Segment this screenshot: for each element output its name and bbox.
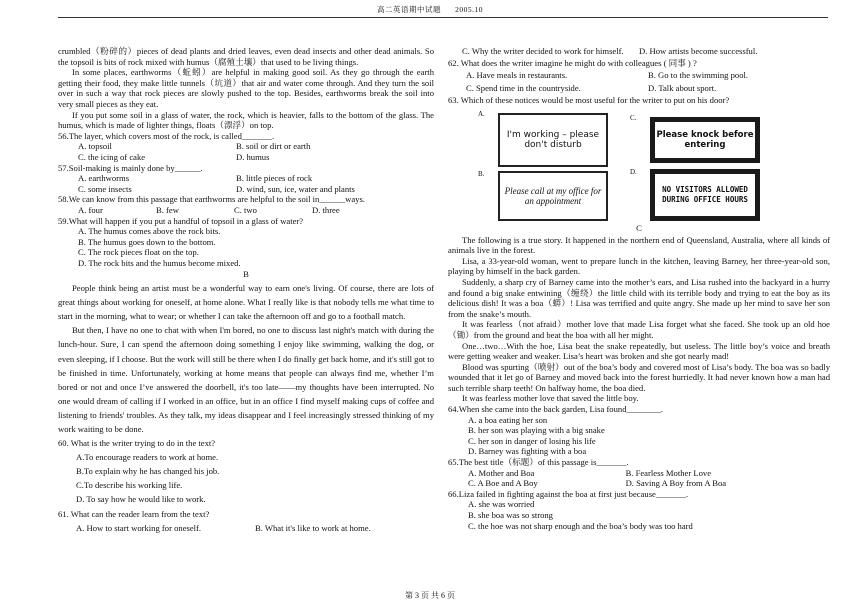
page-number: 第 3 页 共 6 页 bbox=[405, 591, 455, 600]
option-a: A.To encourage readers to work at home. bbox=[76, 452, 219, 463]
question-59 bbox=[58, 216, 434, 269]
question-63-stem: 63. Which of these notices would be most useful for the writer to put on his door? bbox=[448, 95, 730, 106]
page-header bbox=[0, 4, 860, 15]
notice-label-a: A. bbox=[478, 109, 485, 118]
option-c: C.To describe his working life. bbox=[76, 480, 183, 491]
question-stem: 57.Soil-making is mainly done by______. bbox=[58, 162, 203, 173]
option-c: C. The rock pieces float on the top. bbox=[78, 247, 199, 258]
passage-a-para: In some places, earthworms（蚯蚓）are helpful in making good soil. As they go through the earth getting their food, they make little tunnels（坑道）that air and water come through. And they turn the soil over in such a way that rock pieces are slowly pushed to the top. Besides, earthworms break the soil into very small pieces as they eat. bbox=[58, 67, 434, 109]
passage-b-para: But then, I have no one to chat with when I'm bored, no one to discuss last night's match with during the lunch-hour. Sure, I can spend the afternoon doing something I enjoy like swimming, walking the dog, or even sleeping, if I choose. But the work will still be there when I do finally get back home, and it's still got to be finished in time. Unfortunately, working at home means that people can always find me, whether I’m bored or not and once I’ve answered the doorbell, it's too late——my thoughts have been interrupted. No one would dream of calling if I worked in an office, but in an office I find myself making cups of coffee and listening to friends' troubles. As they talk, my ideas disappear and I feel increasingly stressed thinking of my work waiting to be done. bbox=[58, 325, 434, 434]
question-stem: 56.The layer, which covers most of the rock, is called_______. bbox=[58, 130, 275, 141]
option-d: D. The rock bits and the humus become mixed. bbox=[78, 257, 241, 268]
question-stem: 59.What will happen if you put a handful of topsoil in a glass of water? bbox=[58, 215, 304, 226]
option-b: B. soil or dirt or earth bbox=[236, 141, 311, 152]
passage-c-para: It was fearless mother love that saved the little boy. bbox=[462, 393, 639, 404]
notice-a-text: I'm working – please don't disturb bbox=[506, 129, 600, 150]
section-b-heading: B bbox=[243, 269, 249, 280]
notice-b bbox=[498, 171, 608, 221]
notice-label-b: B. bbox=[478, 169, 485, 178]
notice-d-text: NO VISITORS ALLOWED DURING OFFICE HOURS bbox=[655, 174, 755, 216]
passage-c-para: The following is a true story. It happened in the northern end of Queensland, Australia, where all kinds of animals live in the forest. bbox=[448, 234, 830, 256]
question-61-continued bbox=[448, 46, 830, 57]
option-b: B. her son was playing with a big snake bbox=[468, 425, 605, 436]
option-a: A. How to start working for oneself. bbox=[76, 522, 202, 533]
question-stem: 61. What can the reader learn from the text? bbox=[58, 508, 210, 519]
passage-c-para: Blood was spurting（喷射）out of the boa’s body and covered most of Lisa’s body. The boa was so badly wounded that it let go of Barney and moved back into the forest hurriedly. It had never known how a man had such terrible sharp teeth! On halfway home, the boa died. bbox=[448, 361, 830, 393]
option-a: A. earthworms bbox=[78, 173, 130, 184]
option-b: B. The humus goes down to the bottom. bbox=[78, 236, 216, 247]
option-d: D. How artists become successful. bbox=[639, 46, 758, 56]
question-64 bbox=[448, 404, 830, 457]
question-57 bbox=[58, 163, 434, 195]
question-stem: 64.When she came into the back garden, Lisa found________. bbox=[448, 404, 664, 415]
option-b: B. she boa was so strong bbox=[468, 510, 553, 520]
option-c: C. her son in danger of losing his life bbox=[468, 435, 596, 446]
option-a: A. a boa eating her son bbox=[468, 414, 548, 425]
exam-date: 2005.10 bbox=[455, 5, 483, 14]
section-c-heading: C bbox=[636, 222, 642, 233]
notice-label-d: D. bbox=[630, 167, 637, 176]
notice-d bbox=[650, 169, 760, 221]
exam-title: 高二英语期中试题 bbox=[377, 5, 442, 14]
option-c: C. some insects bbox=[78, 183, 132, 194]
passage-a-para: If you put some soil in a glass of water, the rock, which is heavier, falls to the bottom of the glass. The humus, which is made of lighter things, floats（漂浮）on top. bbox=[58, 109, 434, 131]
page-footer bbox=[0, 590, 860, 601]
question-61 bbox=[58, 507, 434, 535]
header-rule bbox=[58, 17, 828, 18]
question-60 bbox=[58, 436, 434, 506]
option-b: B. few bbox=[156, 204, 179, 215]
option-d: D. Talk about sport. bbox=[648, 82, 717, 93]
passage-c-para: Lisa, a 33-year-old woman, went to prepare lunch in the kitchen, leaving Barney, her three-year-old son, playing by himself in the back garden. bbox=[448, 255, 830, 277]
option-a: A. topsoil bbox=[78, 141, 112, 152]
option-b: B. little pieces of rock bbox=[236, 173, 313, 184]
question-56 bbox=[58, 131, 434, 163]
option-c: C. two bbox=[234, 204, 257, 215]
question-58 bbox=[58, 194, 434, 215]
notice-b-text: Please call at my office for an appointment bbox=[504, 185, 602, 206]
option-a: A. The humus comes above the rock bits. bbox=[78, 226, 221, 237]
passage-c-para: One…two…With the hoe, Lisa beat the snake repeatedly, but useless. The little boy’s voice and breath were getting weaker and weaker. Lisa’s heart was broken and she got nearly mad! bbox=[448, 340, 830, 362]
question-62 bbox=[448, 57, 830, 107]
question-stem: 58.We can know from this passage that earthworms are helpful to the soil in______ways. bbox=[58, 194, 365, 205]
option-d: D. To say how he would like to work. bbox=[76, 494, 206, 505]
option-d: D. humus bbox=[236, 151, 270, 162]
notice-c bbox=[650, 117, 760, 163]
question-65 bbox=[448, 457, 830, 489]
passage-c-para: Suddenly, a sharp cry of Barney came into the mother’s ears, and Lisa rushed into the backyard in a hurry and found a big snake entwining（缠绕）the little child with its terrible body and trying to eat the boy as its delicious dish! It was a boa（蟒）! Lisa was terrified and quite angry. She made up her mind to save her son from the snake’s mouth. bbox=[448, 276, 830, 319]
option-a: A. Mother and Boa bbox=[468, 467, 535, 478]
question-66 bbox=[448, 489, 830, 531]
question-stem: 62. What does the writer imagine he might do with colleagues ( 同事 ) ? bbox=[448, 57, 697, 68]
option-a: A. she was worried bbox=[468, 499, 535, 510]
question-stem: 60. What is the writer trying to do in the text? bbox=[58, 438, 216, 449]
passage-a-para: crumbled（粉碎的）pieces of dead plants and dried leaves, even dead insects and other dead animals. So the topsoil is bits of rock mixed with humus（腐殖土壤）that used to be living things. bbox=[58, 46, 434, 67]
option-a: A. Have meals in restaurants. bbox=[466, 70, 568, 81]
passage-c-para: It was fearless（not afraid）mother love that made Lisa forget what she faced. She took up an old hoe（锄）from the ground and beat the boa with all her might. bbox=[448, 319, 830, 340]
option-c: C. A Boe and A Boy bbox=[468, 478, 538, 489]
passage-b bbox=[58, 281, 434, 535]
left-column bbox=[58, 46, 434, 535]
question-stem: 65.The best title（标题）of this passage is_______. bbox=[448, 457, 629, 468]
notice-label-c: C. bbox=[630, 113, 637, 122]
option-d: D. three bbox=[312, 204, 340, 215]
option-b: B.To explain why he has changed his job. bbox=[76, 466, 220, 477]
option-b: B. Fearless Mother Love bbox=[625, 467, 712, 478]
question-stem: 66.Liza failed in fighting against the boa at first just because_______. bbox=[448, 488, 689, 499]
right-column bbox=[448, 46, 830, 531]
option-d: D. Saving A Boy from A Boa bbox=[625, 478, 727, 489]
notice-a bbox=[498, 113, 608, 167]
option-c: C. the icing of cake bbox=[78, 151, 146, 162]
option-d: D. wind, sun, ice, water and plants bbox=[236, 183, 355, 194]
option-a: A. four bbox=[78, 204, 103, 215]
notice-c-text: Please knock before entering bbox=[655, 122, 755, 158]
option-b: B. What it's like to work at home. bbox=[255, 522, 371, 533]
notice-options bbox=[448, 109, 830, 219]
option-b: B. Go to the swimming pool. bbox=[648, 70, 749, 81]
passage-b-para: People think being an artist must be a wonderful way to earn one's living. Of course, there are lots of great things about working for oneself, at home alone. What I really like is that nobody tells me what time to start in the morning, what to wear; or whether I can take the afternoon off and go to a football match. bbox=[58, 283, 434, 322]
option-c: C. the hoe was not sharp enough and the boa’s body was too hard bbox=[468, 520, 693, 531]
option-c: C. Spend time in the countryside. bbox=[466, 82, 581, 93]
option-d: D. Barney was fighting with a boa bbox=[468, 446, 587, 457]
option-c: C. Why the writer decided to work for himself. bbox=[462, 46, 624, 56]
